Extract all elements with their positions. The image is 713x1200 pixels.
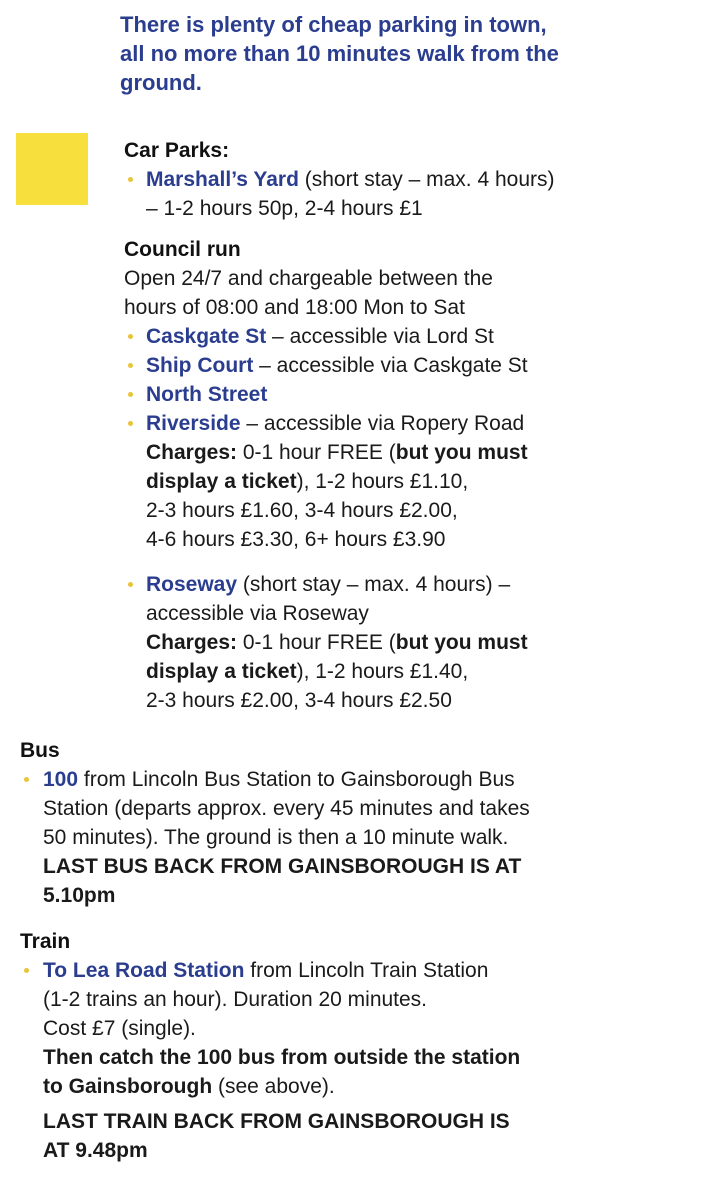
council-run-heading: Council run bbox=[124, 238, 241, 261]
catch-bus-detail: (see above). bbox=[212, 1075, 335, 1098]
bullet-icon bbox=[24, 968, 29, 973]
last-train-notice: LAST TRAIN BACK FROM GAINSBOROUGH IS bbox=[43, 1110, 510, 1133]
list-item-roseway bbox=[124, 570, 528, 599]
bullet-icon bbox=[24, 777, 29, 782]
charges-text: 4-6 hours £3.30, 6+ hours £3.90 bbox=[146, 528, 446, 551]
bus-section bbox=[20, 736, 530, 910]
charges-text: ), 1-2 hours £1.10, bbox=[296, 470, 469, 493]
last-train-notice: AT 9.48pm bbox=[43, 1139, 148, 1162]
car-park-detail: (short stay – max. 4 hours) – bbox=[237, 573, 511, 596]
yellow-square-marker bbox=[16, 133, 88, 205]
charges-warning: but you must bbox=[395, 631, 528, 654]
intro-line: There is plenty of cheap parking in town, bbox=[120, 12, 547, 37]
bus-heading: Bus bbox=[20, 739, 60, 762]
bullet-icon bbox=[128, 177, 133, 182]
train-detail: (1-2 trains an hour). Duration 20 minutes. bbox=[43, 988, 428, 1011]
car-park-detail: accessible via Roseway bbox=[146, 602, 369, 625]
car-parks-section bbox=[124, 136, 555, 223]
charges-label: Charges: bbox=[146, 631, 238, 654]
charges-text: 2-3 hours £2.00, 3-4 hours £2.50 bbox=[146, 689, 452, 712]
charges-text: 0-1 hour FREE ( bbox=[237, 631, 396, 654]
intro-line: ground. bbox=[120, 70, 202, 95]
catch-bus-text: to Gainsborough bbox=[43, 1075, 213, 1098]
intro-text bbox=[120, 10, 680, 97]
charges-warning: display a ticket bbox=[146, 660, 297, 683]
list-item-lea-road bbox=[43, 956, 520, 985]
riverside-charges bbox=[124, 438, 528, 554]
train-detail: Cost £7 (single). bbox=[43, 1017, 196, 1040]
car-parks-heading: Car Parks: bbox=[124, 139, 230, 162]
train-heading: Train bbox=[20, 930, 71, 953]
intro-line: all no more than 10 minutes walk from the bbox=[120, 41, 559, 66]
car-park-name: Riverside bbox=[146, 412, 241, 435]
bus-detail: 50 minutes). The ground is then a 10 minute walk. bbox=[43, 826, 509, 849]
council-open-text: hours of 08:00 and 18:00 Mon to Sat bbox=[124, 296, 465, 319]
bullet-icon bbox=[128, 582, 133, 587]
car-park-name: Roseway bbox=[146, 573, 238, 596]
car-park-name: Marshall’s Yard bbox=[146, 168, 299, 191]
bullet-icon bbox=[128, 363, 133, 368]
council-run-section bbox=[124, 235, 528, 554]
bullet-icon bbox=[128, 421, 133, 426]
car-park-name: North Street bbox=[146, 383, 268, 406]
charges-text: ), 1-2 hours £1.40, bbox=[296, 660, 469, 683]
list-item-marshalls-yard bbox=[124, 165, 555, 194]
roseway-section bbox=[124, 570, 528, 715]
list-item-north-street bbox=[124, 380, 528, 409]
council-open-text: Open 24/7 and chargeable between the bbox=[124, 267, 493, 290]
last-bus-notice: LAST BUS BACK FROM GAINSBOROUGH IS AT bbox=[43, 855, 522, 878]
train-section bbox=[20, 927, 520, 1165]
bus-detail: Station (departs approx. every 45 minutes and takes bbox=[43, 797, 530, 820]
list-item-bus-100 bbox=[43, 765, 530, 794]
car-park-name: Caskgate St bbox=[146, 325, 267, 348]
train-detail: from Lincoln Train Station bbox=[244, 959, 489, 982]
car-park-detail: (short stay – max. 4 hours) bbox=[298, 168, 555, 191]
car-park-name: Ship Court bbox=[146, 354, 254, 377]
charges-warning: but you must bbox=[395, 441, 528, 464]
bus-detail: from Lincoln Bus Station to Gainsborough Bus bbox=[78, 768, 515, 791]
charges-label: Charges: bbox=[146, 441, 238, 464]
bullet-icon bbox=[128, 334, 133, 339]
train-destination: To Lea Road Station bbox=[43, 959, 245, 982]
car-park-detail: – accessible via Ropery Road bbox=[240, 412, 525, 435]
bullet-icon bbox=[128, 392, 133, 397]
catch-bus-text: Then catch the 100 bus from outside the station bbox=[43, 1046, 521, 1069]
charges-warning: display a ticket bbox=[146, 470, 297, 493]
charges-text: 0-1 hour FREE ( bbox=[237, 441, 396, 464]
list-item-ship-court bbox=[124, 351, 528, 380]
car-park-detail: – accessible via Lord St bbox=[266, 325, 494, 348]
charges-text: 2-3 hours £1.60, 3-4 hours £2.00, bbox=[146, 499, 458, 522]
car-park-detail: – accessible via Caskgate St bbox=[253, 354, 528, 377]
last-bus-notice: 5.10pm bbox=[43, 884, 116, 907]
list-item-riverside bbox=[124, 409, 528, 438]
bus-number: 100 bbox=[43, 768, 79, 791]
list-item-caskgate bbox=[124, 322, 528, 351]
car-park-detail: – 1-2 hours 50p, 2-4 hours £1 bbox=[146, 197, 423, 220]
